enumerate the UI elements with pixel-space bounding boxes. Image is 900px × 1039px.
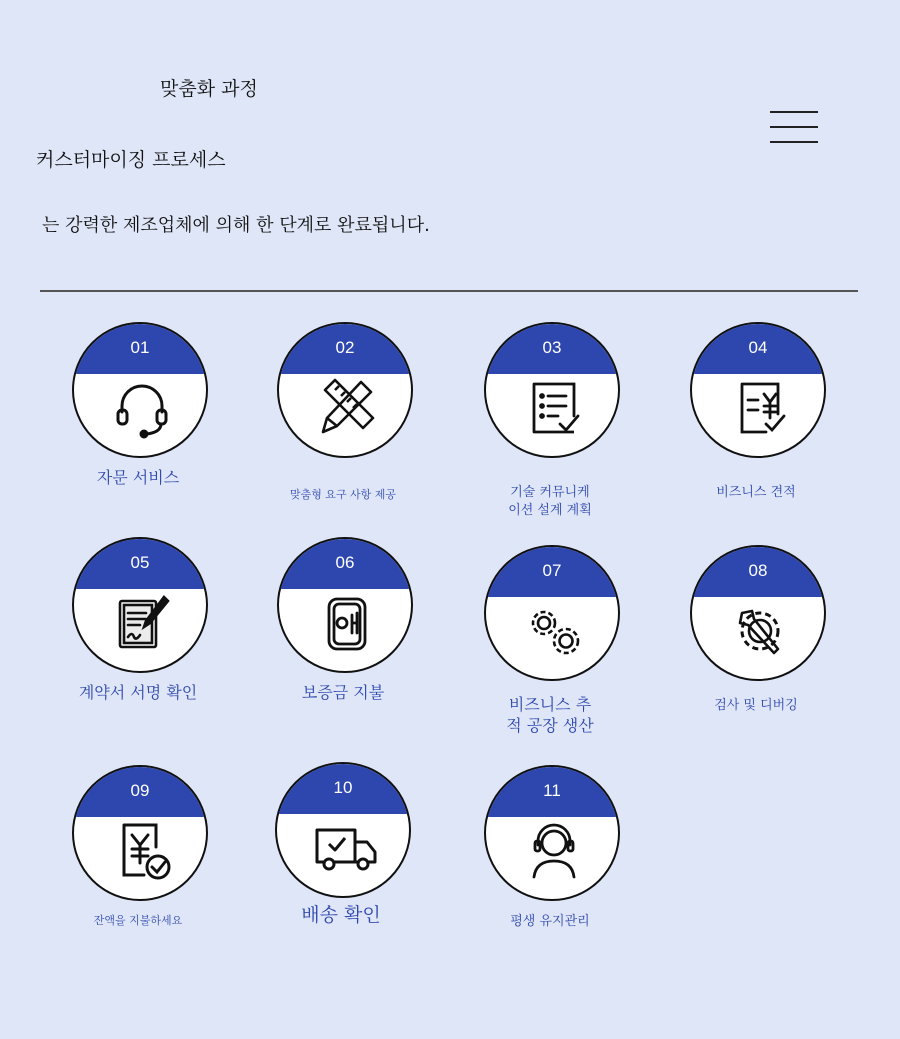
- menu-line: [770, 126, 818, 128]
- step-circle: [484, 322, 620, 458]
- menu-line: [770, 111, 818, 113]
- yen-document-icon: [728, 376, 792, 440]
- step-number: 02: [335, 338, 355, 357]
- step-circle: [484, 765, 620, 901]
- gears-icon: [522, 599, 586, 663]
- step-label: 비즈니스 추 적 공장 생산: [506, 695, 594, 735]
- pencil-ruler-icon: [315, 376, 379, 440]
- step-circle: [277, 537, 413, 673]
- divider: [40, 290, 858, 292]
- step-circle: [275, 762, 411, 898]
- menu-button[interactable]: [770, 110, 818, 146]
- page-title: 커스터마이징 프로세스: [36, 149, 226, 171]
- step-label: 배송 확인: [301, 904, 381, 926]
- step-label: 맞춤형 요구 사항 제공: [289, 488, 397, 501]
- step-label: 기술 커뮤니케 이션 설계 계획: [508, 485, 592, 519]
- deposit-coin-icon: [315, 591, 379, 655]
- contract-sign-icon: [110, 591, 174, 655]
- step-number: 03: [542, 338, 562, 357]
- checklist-icon: [522, 376, 586, 440]
- wrench-gear-icon: [728, 599, 792, 663]
- step-circle: [72, 765, 208, 901]
- step-circle: [72, 322, 208, 458]
- step-number: 08: [748, 561, 768, 580]
- step-circle: [484, 545, 620, 681]
- page-subtitle: 는 강력한 제조업체에 의해 한 단계로 완료됩니다.: [42, 215, 430, 236]
- step-circle: [690, 322, 826, 458]
- small-title: 맞춤화 과정: [160, 78, 258, 100]
- step-number: 06: [335, 553, 355, 572]
- step-label: 비즈니스 견적: [716, 485, 796, 500]
- step-number: 04: [748, 338, 768, 357]
- step-number: 11: [543, 781, 561, 800]
- support-agent-icon: [522, 819, 586, 883]
- step-circle: [277, 322, 413, 458]
- delivery-truck-icon: [313, 816, 377, 880]
- step-label: 검사 및 디버깅: [714, 698, 798, 713]
- step-label: 평생 유지관리: [510, 914, 590, 929]
- menu-line: [770, 141, 818, 143]
- step-label: 자문 서비스: [96, 468, 180, 487]
- step-number: 05: [130, 553, 150, 572]
- step-circle: [72, 537, 208, 673]
- step-label: 계약서 서명 확인: [78, 683, 198, 702]
- step-number: 09: [130, 781, 150, 800]
- yen-check-icon: [110, 819, 174, 883]
- step-number: 10: [333, 778, 353, 797]
- step-circle: [690, 545, 826, 681]
- step-label: 잔액을 지불하세요: [93, 914, 183, 927]
- headset-icon: [110, 376, 174, 440]
- step-number: 07: [542, 561, 562, 580]
- step-number: 01: [130, 338, 150, 357]
- step-label: 보증금 지불: [301, 683, 385, 702]
